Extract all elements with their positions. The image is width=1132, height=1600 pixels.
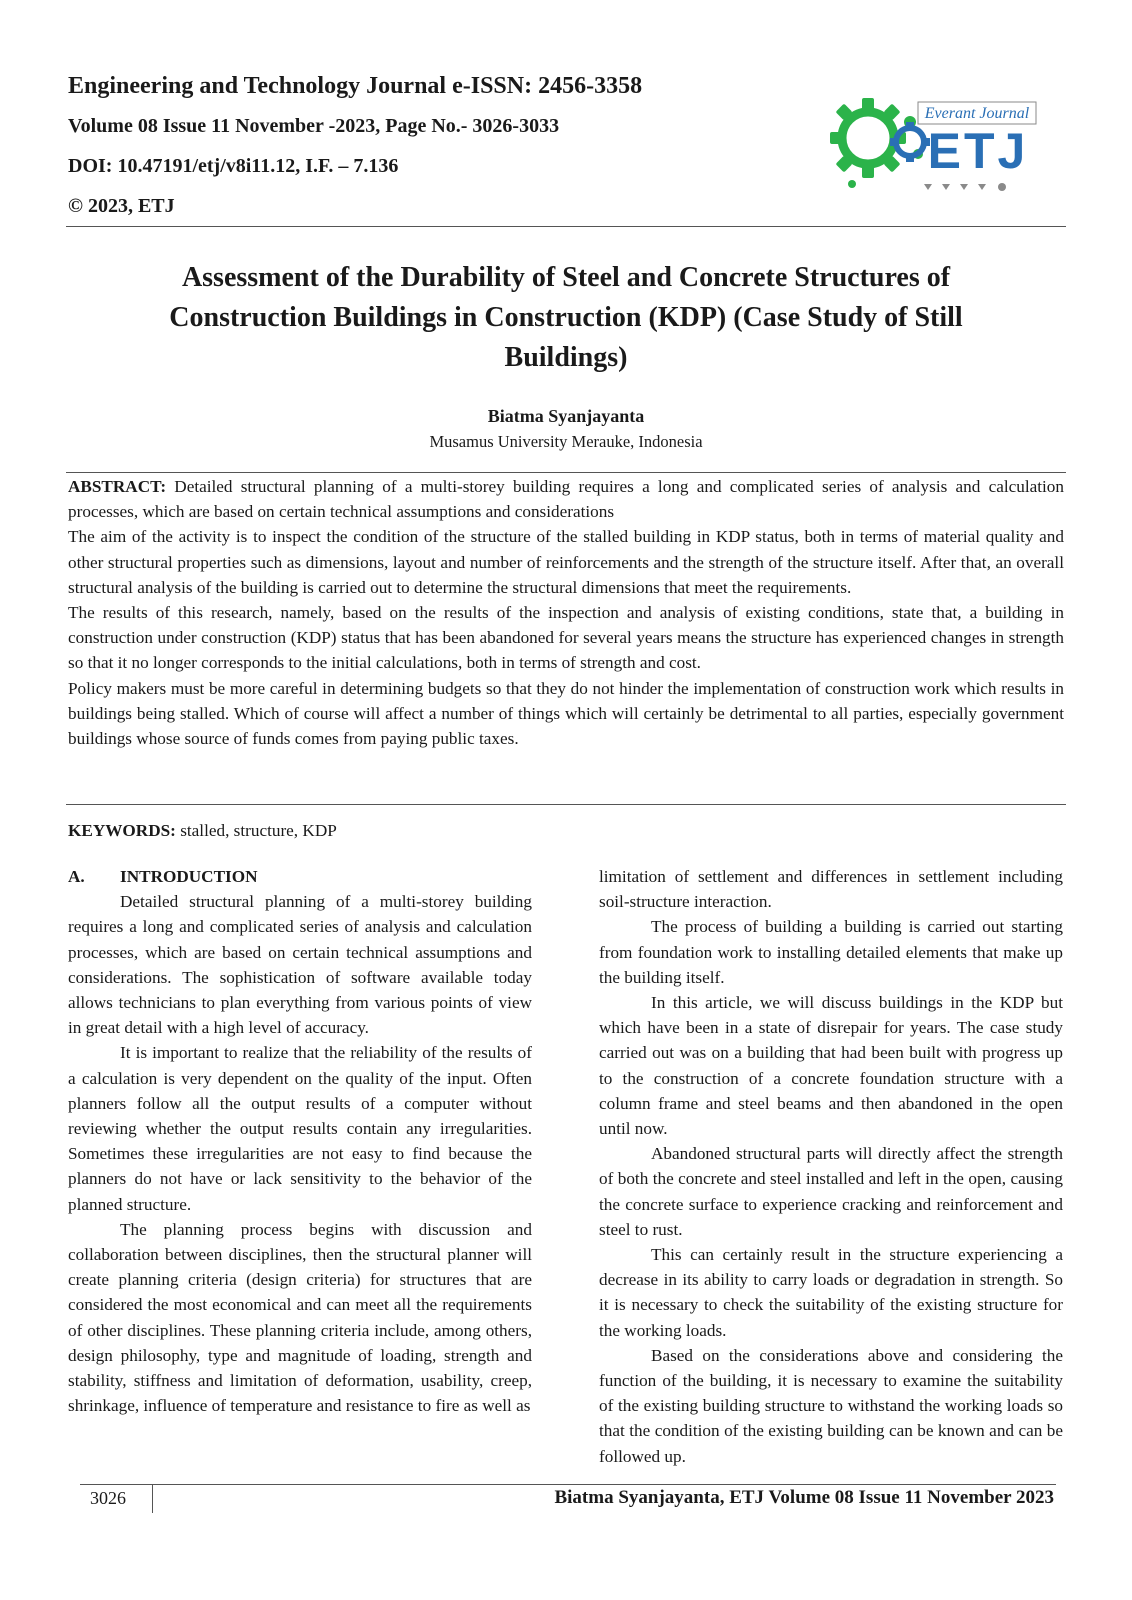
- author-affiliation: Musamus University Merauke, Indonesia: [429, 432, 703, 451]
- abstract-label: ABSTRACT:: [68, 477, 167, 496]
- section-heading: [68, 864, 532, 889]
- author-name: Biatma Syanjayanta: [487, 406, 645, 426]
- keywords-text: stalled, structure, KDP: [175, 821, 337, 840]
- body-paragraph-continued: limitation of settlement and differences in settlement including soil-structure interaction.: [599, 867, 1063, 912]
- abstract: [68, 474, 1064, 751]
- page-number: 3026: [90, 1488, 126, 1508]
- body-paragraph: Abandoned structural parts will directly affect the strength of both the concrete and steel installed and left in the open, causing the concrete surface to experience cracking and reinforcement and steel to rust.: [599, 1144, 1063, 1239]
- keywords-label: KEYWORDS:: [68, 821, 176, 840]
- abstract-paragraph: Policy makers must be more careful in determining budgets so that they do not hinder the implementation of construction work which results in buildings being stalled. Which of course will affect a number of things which will certainly be detrimental to all parties, especially government buildings whose source of funds comes from paying public taxes.: [68, 678, 1064, 749]
- journal-name: Engineering and Technology Journal e-ISSN: 2456-3358: [68, 73, 643, 99]
- logo-decorative-marks: [924, 183, 1006, 191]
- logo-gear-icon: [830, 98, 923, 188]
- left-column: [68, 864, 532, 1418]
- body-paragraph: In this article, we will discuss buildings in the KDP but which have been in a state of disrepair for years. The case study carried out was on a building that had been built with progress up to the construction of a concrete foundation structure with a column frame and steel beams and then abandoned in the open until now.: [599, 993, 1063, 1139]
- etj-logo: [828, 92, 1040, 196]
- section-title: INTRODUCTION: [120, 867, 258, 886]
- body-paragraph: The process of building a building is carried out starting from foundation work to installing detailed elements that make up the building itself.: [599, 917, 1063, 987]
- abstract-text: Detailed structural planning of a multi-storey building requires a long and complicated series of analysis and calculation processes, which are based on certain technical assumptions and considerations: [68, 477, 1064, 522]
- body-paragraph: This can certainly result in the structure experiencing a decrease in its ability to carry loads or degradation in strength. So it is necessary to check the suitability of the existing structure for the working loads.: [599, 1245, 1063, 1340]
- volume-issue: Volume 08 Issue 11 November -2023, Page No.- 3026-3033: [68, 115, 560, 137]
- journal-header: [68, 66, 768, 226]
- body-paragraph: It is important to realize that the reliability of the results of a calculation is very dependent on the quality of the input. Often planners follow all the output results of a computer without reviewing whether the output results contain any irregularities. Sometimes these irregularities are not easy to find because the planners do not have or lack sensitivity to the behavior of the planned structure.: [68, 1043, 532, 1214]
- body-paragraph: Based on the considerations above and considering the function of the building, it is necessary to examine the suitability of the existing building structure to withstand the working loads so that the condition of the existing building can be known and can be followed up.: [599, 1345, 1063, 1466]
- footer-rule: [80, 1484, 1056, 1485]
- header-rule: [66, 226, 1066, 227]
- copyright-line: © 2023, ETJ: [68, 195, 175, 217]
- abstract-bottom-rule: [66, 804, 1066, 805]
- keywords: [68, 818, 337, 843]
- abstract-paragraph: The results of this research, namely, based on the results of the inspection and analysis of existing conditions, state that, a building in construction under construction (KDP) status that has been abandoned for several years means the structure has experienced changes in strength so that it no longer corresponds to the initial calculations, both in terms of strength and cost.: [68, 603, 1064, 673]
- abstract-paragraph: The aim of the activity is to inspect the condition of the structure of the stalled building in KDP status, both in terms of material quality and other structural properties such as dimensions, layout and number of reinforcements and the strength of the structure itself. After that, an overall structural analysis of the building is carried out to determine the structural dimensions that meet the requirements.: [68, 527, 1064, 597]
- footer-separator: [152, 1485, 153, 1513]
- doi-line: DOI: 10.47191/etj/v8i11.12, I.F. – 7.136: [68, 155, 399, 177]
- logo-main-text: ETJ: [927, 123, 1029, 179]
- body-paragraph: Detailed structural planning of a multi-storey building requires a long and complicated series of analysis and calculation processes, which are based on certain technical assumptions and considerations. The sophistication of software available today allows technicians to plan everything from various points of view in great detail with a high level of accuracy.: [68, 892, 532, 1038]
- abstract-paragraph: [68, 474, 1064, 524]
- section-number: A.: [68, 867, 85, 886]
- article-title: Assessment of the Durability of Steel and Concrete Structures of Construction Buildings in Construction (KDP) (Case Study of Still Buildings): [169, 262, 963, 373]
- right-column: [599, 864, 1063, 1469]
- running-footer: Biatma Syanjayanta, ETJ Volume 08 Issue 11 November 2023: [554, 1487, 1054, 1508]
- abstract-top-rule: [66, 472, 1066, 473]
- logo-top-text: Everant Journal: [924, 105, 1030, 122]
- body-paragraph: The planning process begins with discussion and collaboration between disciplines, then the structural planner will create planning criteria (design criteria) for structures that are considered the most economical and can meet all the requirements of other disciplines. These planning criteria include, among others, design philosophy, type and magnitude of loading, strength and stability, stiffness and limitation of deformation, usability, creep, shrinkage, influence of temperature and resistance to fire as well as: [68, 1219, 532, 1416]
